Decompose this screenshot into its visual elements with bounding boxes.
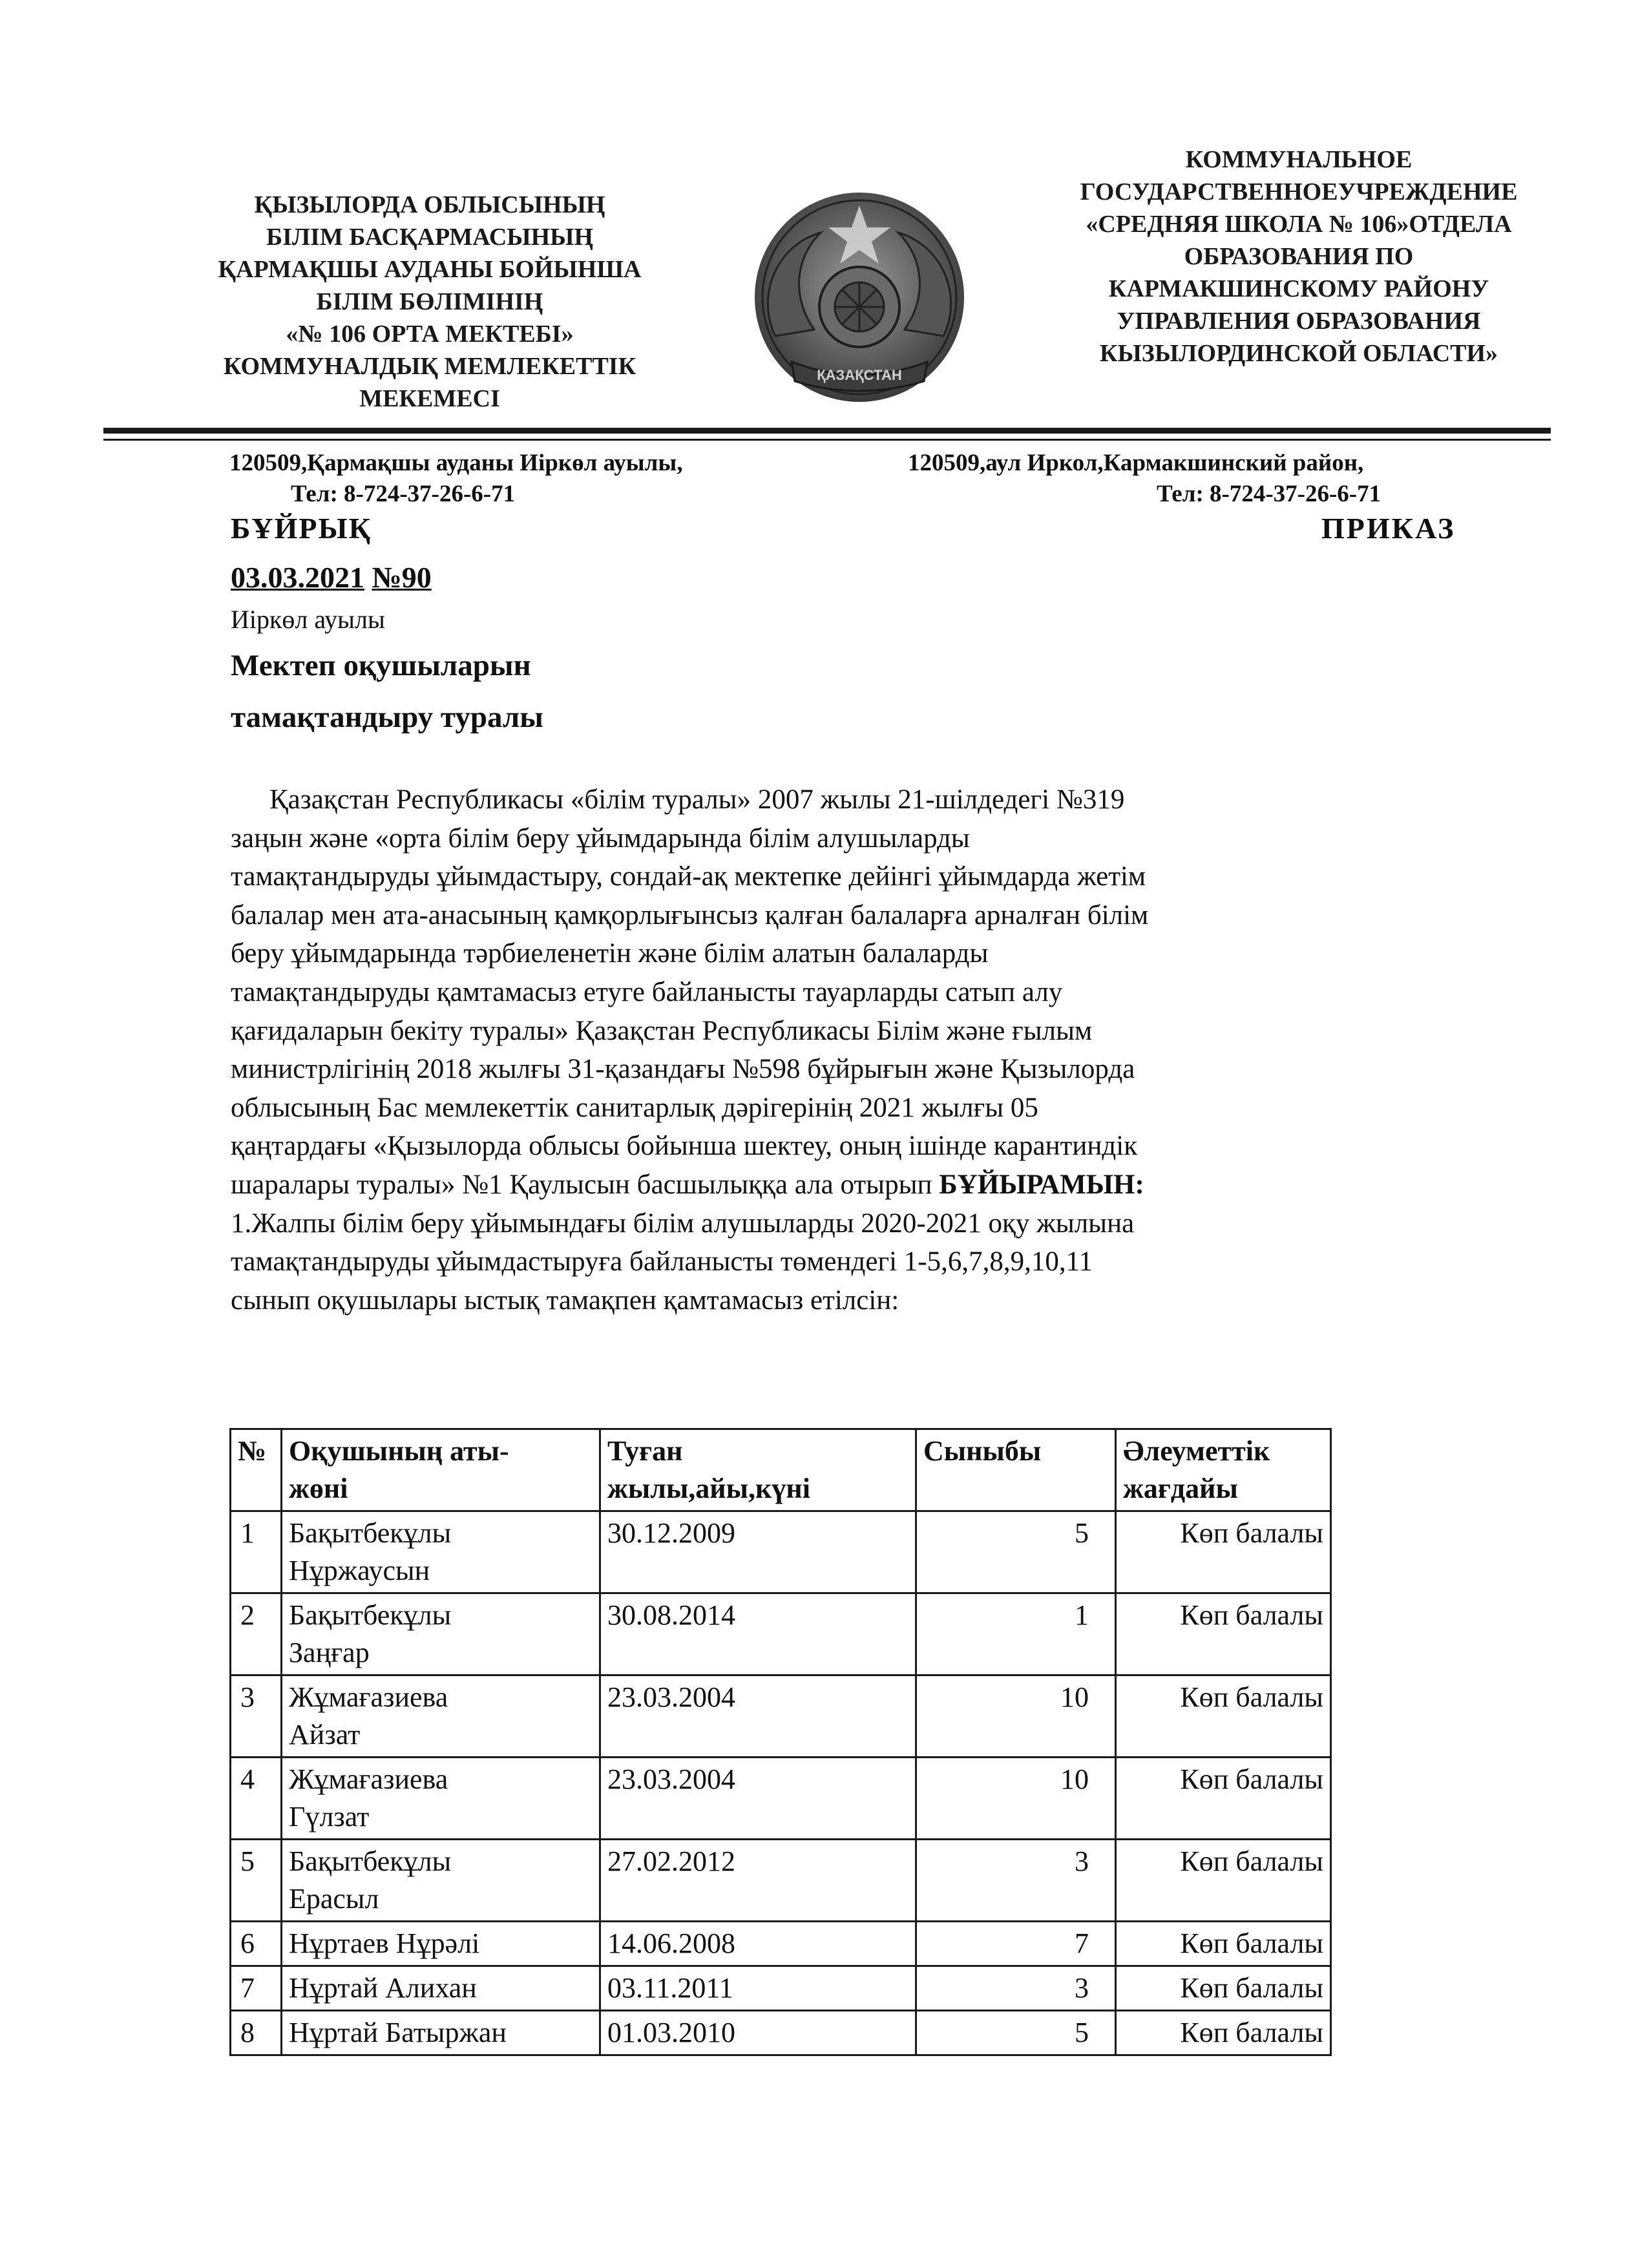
body-line: облысының Бас мемлекеттік санитарлық дәрігерінің 2021 жылғы 05 (231, 1092, 1038, 1123)
table-row (231, 1966, 1331, 2011)
body-line: қаңтардағы «Қызылорда облысы бойынша шектеу, оның ішінде карантиндік (231, 1131, 1138, 1162)
org-name-kz-line: БІЛІМ БӨЛІМІНІҢ (316, 288, 543, 315)
cell-number: 2 (231, 1593, 282, 1675)
table-row (231, 1922, 1331, 1966)
cell-number: 8 (231, 2011, 282, 2055)
cell-name: Нұртаев Нұрәлі (282, 1922, 600, 1966)
body-line: тамақтандыруды ұйымдастыру, сондай-ақ мектепке дейінгі ұйымдарда жетім (231, 861, 1146, 892)
cell-status: Көп балалы (1116, 2011, 1331, 2055)
body-line: министрлігінің 2018 жылғы 31-қазандағы №598 бұйрығын және Қызылорда (231, 1054, 1135, 1085)
cell-status: Көп балалы (1116, 1593, 1331, 1675)
body-line: балалар мен ата-анасының қамқорлығынсыз қалған балаларға арналған білім (231, 899, 1149, 930)
cell-grade: 10 (916, 1758, 1116, 1840)
org-name-ru-line: УПРАВЛЕНИЯ ОБРАЗОВАНИЯ (1117, 308, 1481, 335)
cell-name: Бақытбекұлы Нұржаусын (282, 1511, 600, 1593)
order-place: Иіркөл ауылы (231, 605, 385, 634)
cell-birthdate: 23.03.2004 (600, 1758, 916, 1840)
students-table (229, 1428, 1332, 2056)
org-name-ru (1034, 143, 1564, 370)
org-name-kz-line: «№ 106 ОРТА МЕКТЕБІ» (286, 320, 574, 348)
org-name-kz (174, 189, 685, 415)
cell-status: Көп балалы (1116, 1758, 1331, 1840)
emblem-text: ҚАЗАҚСТАН (817, 367, 902, 383)
cell-birthdate: 27.02.2012 (600, 1840, 916, 1922)
address-kz: 120509,Қармақшы ауданы Иіркөл ауылы, (229, 450, 683, 476)
org-name-ru-line: ГОСУДАРСТВЕННОЕУЧРЕЖДЕНИЕ (1080, 178, 1518, 205)
cell-status: Көп балалы (1116, 1922, 1331, 1966)
phone-kz: Тел: 8-724-37-26-6-71 (291, 481, 516, 507)
order-subject-line: тамақтандыру туралы (231, 700, 543, 734)
body-line: шаралары туралы» №1 Қаулысын басшылыққа ала отырып (231, 1169, 940, 1200)
cell-status: Көп балалы (1116, 1840, 1331, 1922)
cell-name: Бақытбекұлы Ерасыл (282, 1840, 600, 1922)
org-name-kz-line: БІЛІМ БАСҚАРМАСЫНЫҢ (266, 224, 594, 251)
cell-birthdate: 03.11.2011 (600, 1966, 916, 2011)
org-name-ru-line: ОБРАЗОВАНИЯ ПО (1184, 243, 1414, 270)
order-subject-line: Мектеп оқушыларын (231, 649, 531, 682)
cell-number: 5 (231, 1840, 282, 1922)
org-name-kz-line: КОММУНАЛДЫҚ МЕМЛЕКЕТТІК (223, 353, 636, 380)
org-name-kz-line: ҚЫЗЫЛОРДА ОБЛЫСЫНЫҢ (254, 191, 605, 218)
cell-grade: 10 (916, 1675, 1116, 1758)
order-body (231, 781, 1497, 1319)
cell-grade: 5 (916, 1511, 1116, 1593)
cell-name: Жұмағазиева Айзат (282, 1675, 600, 1758)
order-title-ru: ПРИКАЗ (1321, 512, 1456, 545)
col-header-grade: Сыныбы (916, 1429, 1116, 1511)
emblem-icon (730, 187, 989, 407)
order-date: 03.03.2021 (231, 561, 364, 594)
col-header-birthdate: Туған жылы,айы,күні (600, 1429, 916, 1511)
col-header-number: № (231, 1429, 282, 1511)
cell-number: 7 (231, 1966, 282, 2011)
cell-name: Нұртай Батыржан (282, 2011, 600, 2055)
body-line: заңын және «орта білім беру ұйымдарында білім алушыларды (231, 823, 970, 854)
cell-birthdate: 23.03.2004 (600, 1675, 916, 1758)
order-subject (231, 640, 543, 743)
cell-name: Жұмағазиева Гүлзат (282, 1758, 600, 1840)
item-line: 1.Жалпы білім беру ұйымындағы білім алушыларды 2020-2021 оқу жылына (231, 1208, 1135, 1239)
col-header-status: Әлеуметтік жағдайы (1116, 1429, 1331, 1511)
cell-status: Көп балалы (1116, 1511, 1331, 1593)
cell-number: 3 (231, 1675, 282, 1758)
body-line: қағидаларын бекіту туралы» Қазақстан Республикасы Білім және ғылым (231, 1015, 1093, 1046)
org-name-ru-line: КОММУНАЛЬНОЕ (1185, 146, 1413, 173)
table-header-row (231, 1429, 1331, 1511)
cell-number: 6 (231, 1922, 282, 1966)
body-line-with-order (231, 1166, 1497, 1204)
org-name-kz-line: ҚАРМАҚШЫ АУДАНЫ БОЙЫНША (218, 256, 642, 283)
order-number: №90 (372, 561, 432, 594)
order-word: БҰЙЫРАМЫН: (939, 1169, 1144, 1200)
cell-status: Көп балалы (1116, 1966, 1331, 2011)
cell-birthdate: 30.12.2009 (600, 1511, 916, 1593)
org-name-kz-line: МЕКЕМЕСІ (359, 385, 500, 412)
table-row (231, 1593, 1331, 1675)
item-line: сынып оқушылары ыстық тамақпен қамтамасыз етілсін: (231, 1285, 899, 1316)
state-emblem (730, 187, 989, 407)
cell-grade: 3 (916, 1840, 1116, 1922)
order-title-kz: БҰЙРЫҚ (231, 512, 372, 545)
col-header-name: Оқушының аты- жөні (282, 1429, 600, 1511)
table-row (231, 1675, 1331, 1758)
cell-birthdate: 01.03.2010 (600, 2011, 916, 2055)
cell-status: Көп балалы (1116, 1675, 1331, 1758)
cell-grade: 5 (916, 2011, 1116, 2055)
cell-birthdate: 14.06.2008 (600, 1922, 916, 1966)
header-divider-thin (103, 439, 1551, 441)
cell-birthdate: 30.08.2014 (600, 1593, 916, 1675)
phone-ru: Тел: 8-724-37-26-6-71 (1157, 481, 1381, 507)
cell-number: 1 (231, 1511, 282, 1593)
table-row (231, 2011, 1331, 2055)
body-line: Қазақстан Республикасы «білім туралы» 2007 жылы 21-шілдедегі №319 (269, 784, 1125, 815)
table-row (231, 1840, 1331, 1922)
table-row (231, 1758, 1331, 1840)
org-name-ru-line: КАРМАКШИНСКОМУ РАЙОНУ (1108, 275, 1489, 302)
body-line: беру ұйымдарында тәрбиеленетін және білім алатын балаларды (231, 938, 989, 969)
cell-grade: 1 (916, 1593, 1116, 1675)
table-row (231, 1511, 1331, 1593)
cell-grade: 7 (916, 1922, 1116, 1966)
body-line: тамақтандыруды қамтамасыз етуге байланысты тауарларды сатып алу (231, 976, 1063, 1007)
org-name-ru-line: «СРЕДНЯЯ ШКОЛА № 106»ОТДЕЛА (1086, 211, 1512, 238)
cell-grade: 3 (916, 1966, 1116, 2011)
cell-name: Бақытбекұлы Заңғар (282, 1593, 600, 1675)
header-divider-thick (103, 428, 1551, 434)
order-date-number (231, 558, 432, 597)
item-line: тамақтандыруды ұйымдастыруға байланысты төмендегі 1-5,6,7,8,9,10,11 (231, 1246, 1093, 1277)
cell-number: 4 (231, 1758, 282, 1840)
address-ru: 120509,аул Иркол,Кармакшинский район, (908, 450, 1364, 476)
cell-name: Нұртай Алихан (282, 1966, 600, 2011)
org-name-ru-line: КЫЗЫЛОРДИНСКОЙ ОБЛАСТИ» (1099, 340, 1498, 367)
